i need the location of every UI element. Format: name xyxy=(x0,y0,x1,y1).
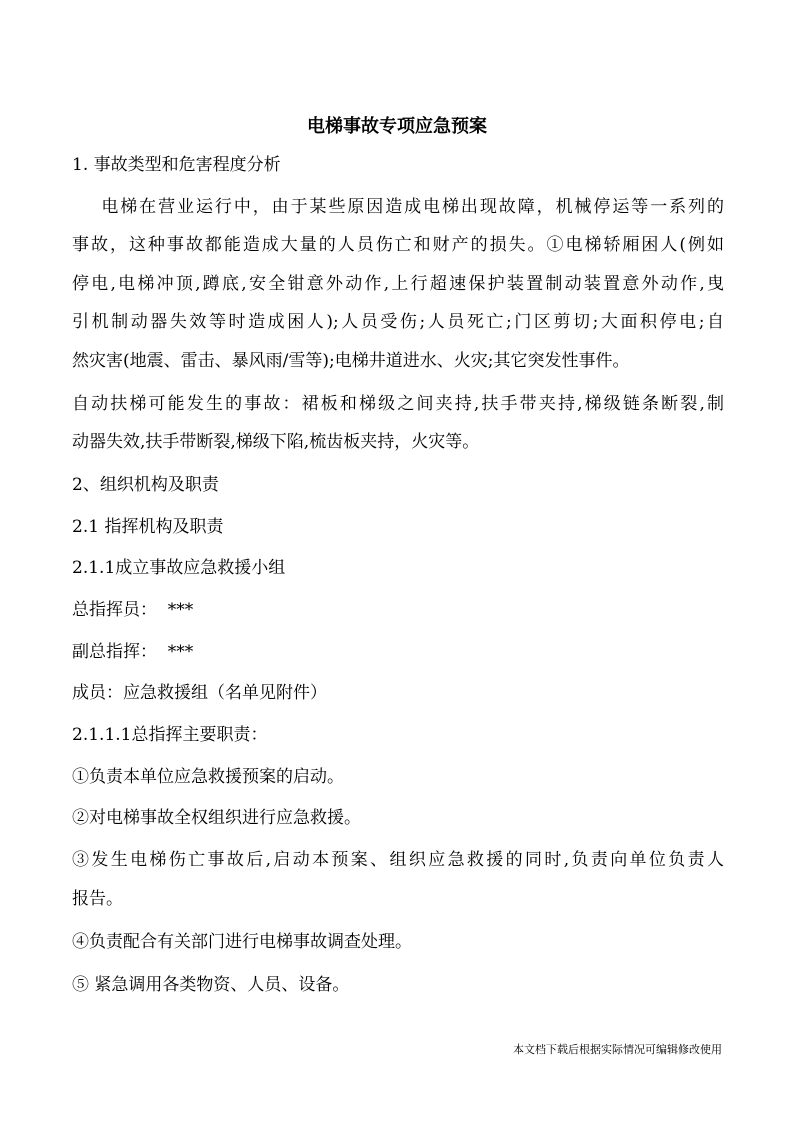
section-heading-2-1: 2.1 指挥机构及职责 xyxy=(72,517,224,537)
deputy-commander-line: 副总指挥： *** xyxy=(72,642,194,662)
section-heading-2: 2、组织机构及职责 xyxy=(72,475,219,495)
paragraph-line: 停电,电梯冲顶,蹲底,安全钳意外动作,上行超速保护装置制动装置意外动作,曳 xyxy=(72,274,724,294)
duty-item: ④负责配合有关部门进行电梯事故调查处理。 xyxy=(72,932,412,952)
duty-item-continued: 报告。 xyxy=(72,889,123,909)
paragraph-line: 动器失效,扶手带断裂,梯级下陷,梳齿板夹持，火灾等。 xyxy=(72,432,480,452)
paragraph-line: 然灾害(地震、雷击、暴风雨/雪等);电梯井道进水、火灾;其它突发性事件。 xyxy=(72,351,630,371)
commander-line: 总指挥员： *** xyxy=(72,600,194,620)
duty-item: ⑤ 紧急调用各类物资、人员、设备。 xyxy=(72,975,350,995)
paragraph-line: 引机制动器失效等时造成困人);人员受伤;人员死亡;门区剪切;大面积停电;自 xyxy=(72,312,724,332)
document-title: 电梯事故专项应急预案 xyxy=(307,116,487,137)
paragraph-line: 电梯在营业运行中，由于某些原因造成电梯出现故障，机械停运等一系列的 xyxy=(72,197,724,217)
paragraph-line: 自动扶梯可能发生的事故：裙板和梯级之间夹持,扶手带夹持,梯级链条断裂,制 xyxy=(72,394,724,414)
duty-item: ③发生电梯伤亡事故后,启动本预案、组织应急救援的同时,负责向单位负责人 xyxy=(72,850,724,870)
section-heading-2-1-1: 2.1.1成立事故应急救援小组 xyxy=(72,558,286,578)
paragraph-line: 事故，这种事故都能造成大量的人员伤亡和财产的损失。①电梯轿厢困人(例如 xyxy=(72,235,724,255)
section-heading-1: 1. 事故类型和危害程度分析 xyxy=(72,155,281,175)
members-line: 成员：应急救援组（名单见附件） xyxy=(72,683,327,703)
duty-item: ①负责本单位应急救援预案的启动。 xyxy=(72,767,344,787)
footer-note: 本文档下载后根据实际情况可编辑修改使用 xyxy=(513,1043,722,1056)
section-heading-2-1-1-1: 2.1.1.1总指挥主要职责： xyxy=(72,725,268,745)
duty-item: ②对电梯事故全权组织进行应急救援。 xyxy=(72,808,361,828)
